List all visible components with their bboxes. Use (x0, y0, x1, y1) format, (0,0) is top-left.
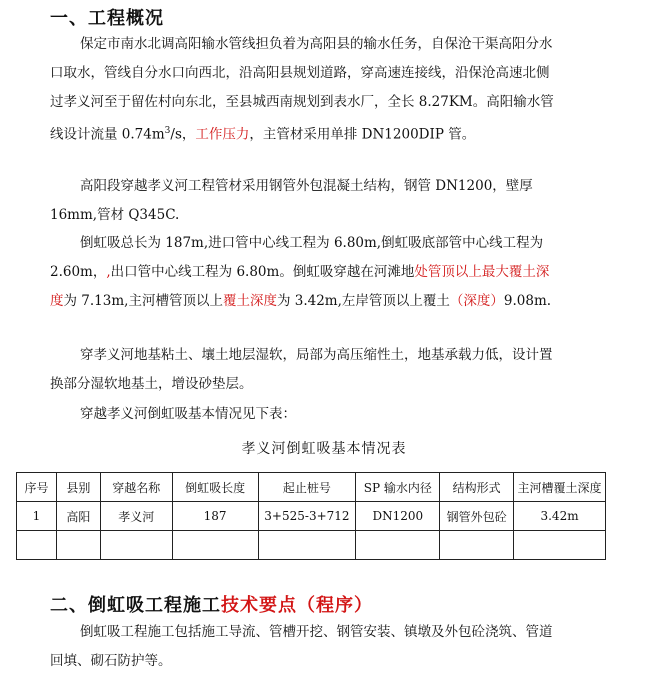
table-header-row (17, 473, 606, 502)
header-cell: 穿越名称 (100, 473, 172, 502)
table-cell (514, 531, 606, 560)
siphon-text-b: 出口管中心线工程为 6.80m。倒虹吸穿越在河滩地 (110, 264, 415, 280)
highlight-working-pressure: 工作压力 (195, 126, 250, 143)
highlight-cover-depth: 覆土深度 (222, 293, 277, 309)
siphon-info-table (16, 472, 606, 560)
section-1-heading: 一、工程概况 (50, 8, 164, 29)
overview-text-b: /s， (170, 126, 196, 143)
siphon-text-e: 9.08m. (503, 293, 552, 309)
paragraph-siphon (50, 229, 560, 316)
highlight-max-cover-depth: 处管顶以上最大覆土深度 (50, 264, 550, 309)
paragraph-construction: 倒虹吸工程施工包括施工导流、管槽开挖、钢管安装、镇墩及外包砼浇筑、管道回填、砌石防护等。 (50, 624, 553, 669)
table-cell (56, 531, 100, 560)
overview-text-a: 保定市南水北调高阳输水管线担负着为高阳县的输水任务，自保沧干渠高阳分水口取水，管线自分水口向西北，沿高阳县规划道路，穿高速连接线，沿保沧高速北侧过孝义河至于留佐村向东北，至县城西南规划到表水厂，全长 8.27KM。高阳输水管线设计流量 0.74m (50, 36, 554, 143)
siphon-text-a: 倒虹吸总长为 187m,进口管中心线工程为 6.80m,倒虹吸底部管中心线工程为 2.60m， (50, 235, 544, 280)
siphon-text-c: 为 7.13m,主河槽管顶以上 (63, 293, 223, 309)
table-cell: 3+525-3+712 (258, 502, 356, 531)
header-cell: SP 输水内径 (356, 473, 440, 502)
paragraph-materials: 高阳段穿越孝义河工程管材采用钢管外包混凝土结构，钢管 DN1200，壁厚 16mm,管材 Q345C. (50, 178, 533, 223)
table-cell: 1 (17, 502, 57, 531)
table-cell: DN1200 (356, 502, 440, 531)
table-cell (17, 531, 57, 560)
header-cell: 起止桩号 (258, 473, 356, 502)
section-2-heading (50, 591, 373, 617)
table-cell (100, 531, 172, 560)
paragraph-overview (50, 30, 560, 150)
paragraph-foundation: 穿孝义河地基粘土、壤土地层湿软，局部为高压缩性土，地基承载力低，设计置换部分湿软地基土，增设砂垫层。 (50, 347, 553, 392)
siphon-text-d: 为 3.42m,左岸管顶以上覆土 (276, 293, 450, 309)
table-caption: 孝义河倒虹吸基本情况表 (241, 441, 407, 457)
table-cell: 187 (172, 502, 258, 531)
table-cell: 孝义河 (100, 502, 172, 531)
header-cell: 序号 (17, 473, 57, 502)
section-2-heading-text: 二、倒虹吸工程施工 (50, 595, 221, 616)
header-cell: 县别 (56, 473, 100, 502)
table-cell (172, 531, 258, 560)
superscript-3: 3 (164, 126, 171, 136)
table-row (17, 502, 606, 531)
table-cell: 3.42m (514, 502, 606, 531)
table-cell (356, 531, 440, 560)
table-row (17, 531, 606, 560)
table-cell (440, 531, 514, 560)
highlight-comma: , (106, 264, 111, 280)
header-cell: 结构形式 (440, 473, 514, 502)
highlight-depth: （深度） (449, 293, 504, 309)
table-cell (258, 531, 356, 560)
header-cell: 主河槽覆土深度 (514, 473, 606, 502)
paragraph-table-intro: 穿越孝义河倒虹吸基本情况见下表： (80, 406, 296, 422)
overview-text-c: ，主管材采用单排 DN1200DIP 管。 (249, 126, 476, 143)
table-cell: 钢管外包砼 (440, 502, 514, 531)
section-2-heading-highlight: 技术要点（程序） (221, 595, 373, 616)
header-cell: 倒虹吸长度 (172, 473, 258, 502)
table-cell: 高阳 (56, 502, 100, 531)
